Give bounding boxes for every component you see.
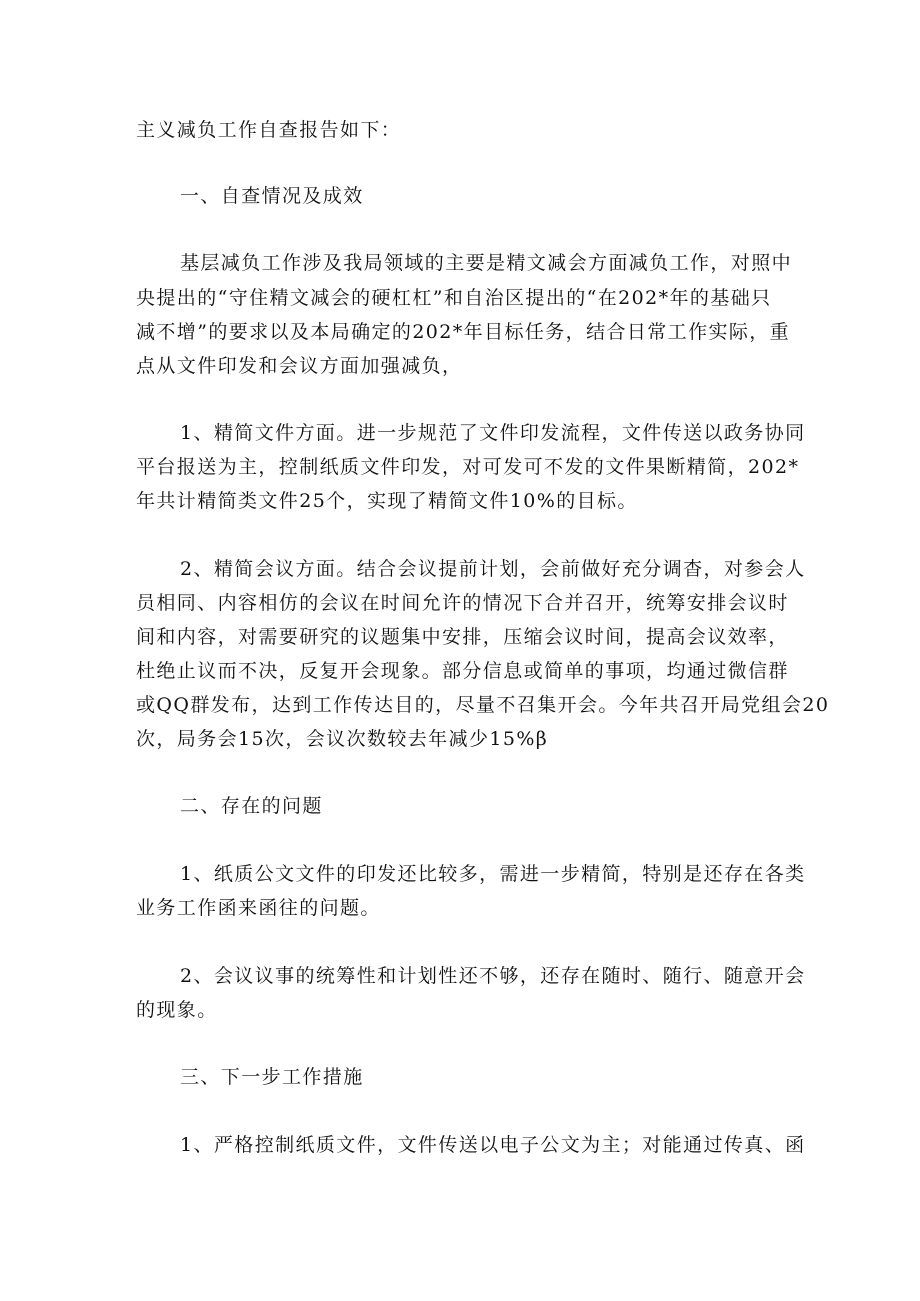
section-heading-2: 二、存在的问题 [180,795,323,817]
paragraph-line: 1、纸质公文文件的印发还比较多，需进一步精简，特别是还存在各类 [180,863,806,885]
paragraph-line: 2、会议议事的统筹性和计划性还不够，还存在随时、随行、随意开会 [180,965,806,987]
paragraph-line: 业务工作函来函往的问题。 [136,897,381,919]
paragraph-line: 的现象。 [136,999,218,1021]
paragraph-line: 平台报送为主，控制纸质文件印发，对可发可不发的文件果断精简，202* [136,456,800,478]
paragraph-line: 基层减负工作涉及我局领域的主要是精文减会方面减负工作，对照中 [180,252,793,274]
paragraph-line: 杜绝止议而不决，反复开会现象。部分信息或简单的事项，均通过微信群 [136,660,789,682]
paragraph-line: 央提出的“守住精文减会的硬杠杠”和自治区提出的“在202*年的基础只 [136,287,772,309]
paragraph-line: 2、精简会议方面。结合会议提前计划，会前做好充分调杳，对参会人 [180,558,806,580]
intro-line: 主义减负工作自查报告如下： [136,119,402,141]
paragraph-line: 员相同、内容相仿的会议在时间允许的情况下合并召开，统筹安排会议时 [136,592,789,614]
section-heading-1: 一、自查情况及成效 [180,185,364,207]
paragraph-line: 间和内容，对需要研究的议题集中安排，压缩会议时间，提高会议效率， [136,626,789,648]
paragraph-line: 减不增”的要求以及本局确定的202*年目标任务，结合日常工作实际，重 [136,321,791,343]
paragraph-line: 次，局务会15次，会议次数较去年减少15%β [136,728,549,750]
paragraph-line: 1、精简文件方面。进一步规范了文件印发流程，文件传送以政务协同 [180,422,806,444]
paragraph-line: 年共计精简类文件25个，实现了精简文件10%的目标。 [136,490,638,512]
paragraph-line: 点从文件印发和会议方面加强减负， [136,355,463,377]
paragraph-line: 或QQ群发布，达到工作传达目的，尽量不召集开会。今年共召开局党组会20 [136,694,830,716]
paragraph-line: 1、严格控制纸质文件，文件传送以电子公文为主；对能通过传真、函 [180,1134,806,1156]
section-heading-3: 三、下一步工作措施 [180,1066,364,1088]
